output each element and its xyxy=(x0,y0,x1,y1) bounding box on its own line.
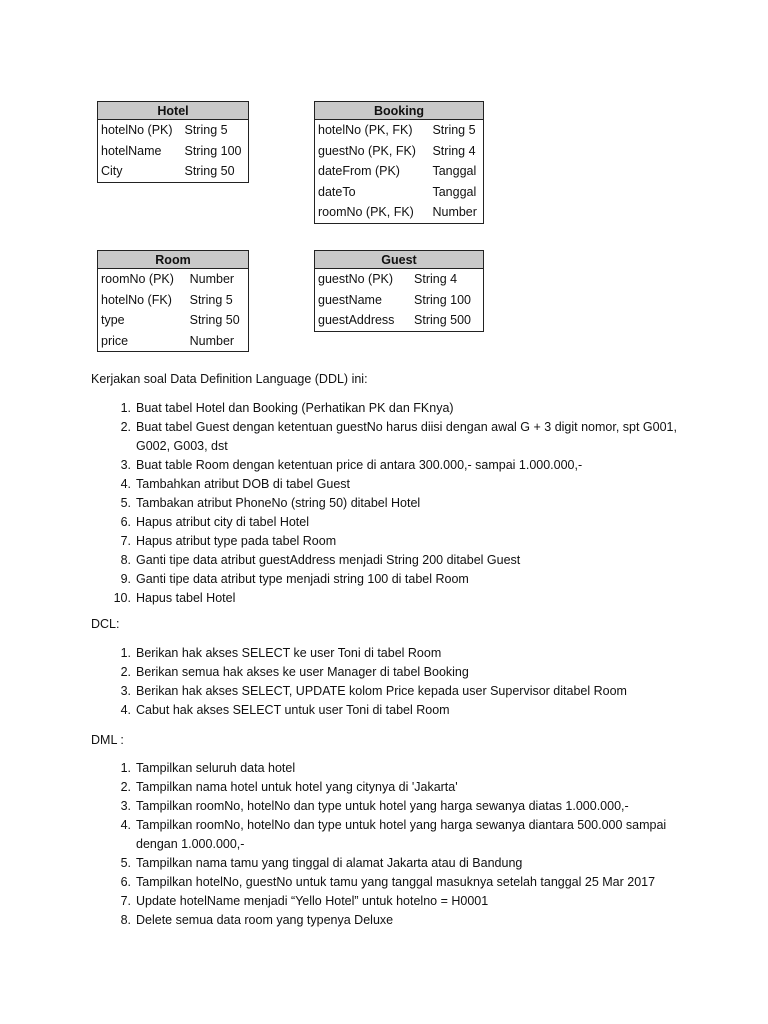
column-type: String 100 xyxy=(181,141,249,162)
list-item xyxy=(111,418,691,456)
column-type: String 50 xyxy=(181,161,249,182)
item-number: 3. xyxy=(120,458,131,472)
column-type: Number xyxy=(186,331,249,352)
table-row xyxy=(98,161,249,182)
column-type: String 500 xyxy=(410,310,483,331)
item-number: 4. xyxy=(120,818,131,832)
item-text: Hapus tabel Hotel xyxy=(136,591,236,605)
table-row xyxy=(315,120,484,141)
list-item xyxy=(111,589,691,608)
list-item xyxy=(111,892,691,911)
item-text: Tampilkan nama tamu yang tinggal di alamat Jakarta atau di Bandung xyxy=(136,856,523,870)
list-item xyxy=(111,532,691,551)
list-item xyxy=(111,797,691,816)
item-number: 6. xyxy=(120,515,131,529)
column-name: dateTo xyxy=(315,182,429,203)
table-title: Hotel xyxy=(98,102,249,120)
column-name: guestAddress xyxy=(315,310,411,331)
item-number: 3. xyxy=(120,684,131,698)
list-item xyxy=(111,570,691,589)
column-name: guestNo (PK, FK) xyxy=(315,141,429,162)
ddl-intro: Kerjakan soal Data Definition Language (DDL) ini: xyxy=(91,372,368,386)
list-item xyxy=(111,551,691,570)
column-name: hotelNo (PK, FK) xyxy=(315,120,429,141)
table-row xyxy=(315,182,484,203)
list-item xyxy=(111,494,691,513)
column-name: hotelNo (FK) xyxy=(98,290,186,311)
table-title: Booking xyxy=(315,102,484,120)
list-item xyxy=(111,816,691,854)
item-text: Hapus atribut city di tabel Hotel xyxy=(136,515,310,529)
list-item xyxy=(111,778,691,797)
column-type: String 4 xyxy=(428,141,483,162)
table-title: Guest xyxy=(315,251,484,269)
item-text: Tampilkan roomNo, hotelNo dan type untuk hotel yang harga sewanya diatas 1.000.000,- xyxy=(136,799,629,813)
dcl-list xyxy=(111,644,691,720)
item-text: Delete semua data room yang typenya Deluxe xyxy=(136,913,394,927)
column-type: String 4 xyxy=(410,269,483,290)
item-text: Hapus atribut type pada tabel Room xyxy=(136,534,337,548)
list-item xyxy=(111,513,691,532)
column-type: Tanggal xyxy=(428,182,483,203)
table-row xyxy=(315,269,484,290)
item-number: 8. xyxy=(120,553,131,567)
room-table xyxy=(97,250,249,352)
column-name: hotelName xyxy=(98,141,181,162)
column-type: Number xyxy=(186,269,249,290)
list-item xyxy=(111,644,691,663)
item-text: Tambahkan atribut DOB di tabel Guest xyxy=(136,477,351,491)
item-number: 4. xyxy=(120,703,131,717)
table-row xyxy=(98,120,249,141)
list-item xyxy=(111,682,691,701)
item-number: 5. xyxy=(120,496,131,510)
table-title: Room xyxy=(98,251,249,269)
item-text: Tambakan atribut PhoneNo (string 50) ditabel Hotel xyxy=(136,496,421,510)
column-type: String 5 xyxy=(181,120,249,141)
item-text: Update hotelName menjadi “Yello Hotel” untuk hotelno = H0001 xyxy=(136,894,489,908)
table-row xyxy=(315,290,484,311)
item-number: 8. xyxy=(120,913,131,927)
column-type: String 100 xyxy=(410,290,483,311)
item-number: 3. xyxy=(120,799,131,813)
column-name: roomNo (PK) xyxy=(98,269,186,290)
guest-table xyxy=(314,250,484,332)
item-number: 7. xyxy=(120,534,131,548)
item-number: 2. xyxy=(120,665,131,679)
item-number: 2. xyxy=(120,420,131,434)
item-number: 10. xyxy=(113,591,131,605)
item-number: 9. xyxy=(120,572,131,586)
column-name: dateFrom (PK) xyxy=(315,161,429,182)
item-text: Tampilkan roomNo, hotelNo dan type untuk hotel yang harga sewanya diantara 500.000 sampai dengan 1.000.000,- xyxy=(136,818,667,851)
item-number: 4. xyxy=(120,477,131,491)
column-name: guestName xyxy=(315,290,411,311)
item-text: Tampilkan seluruh data hotel xyxy=(136,761,296,775)
column-type: Number xyxy=(428,202,483,223)
item-text: Berikan semua hak akses ke user Manager di tabel Booking xyxy=(136,665,469,679)
item-number: 1. xyxy=(120,646,131,660)
item-number: 1. xyxy=(120,761,131,775)
item-number: 6. xyxy=(120,875,131,889)
booking-table xyxy=(314,101,484,224)
item-number: 5. xyxy=(120,856,131,870)
table-row xyxy=(315,161,484,182)
dml-list xyxy=(111,759,691,930)
column-name: City xyxy=(98,161,181,182)
table-row xyxy=(98,331,249,352)
dml-heading: DML : xyxy=(91,733,124,747)
item-number: 2. xyxy=(120,780,131,794)
item-text: Ganti tipe data atribut guestAddress menjadi String 200 ditabel Guest xyxy=(136,553,521,567)
table-row xyxy=(98,310,249,331)
list-item xyxy=(111,854,691,873)
item-text: Buat tabel Guest dengan ketentuan guestNo harus diisi dengan awal G + 3 digit nomor, spt G001, G002, G003, dst xyxy=(136,420,677,453)
column-name: price xyxy=(98,331,186,352)
list-item xyxy=(111,701,691,720)
item-text: Buat table Room dengan ketentuan price di antara 300.000,- sampai 1.000.000,- xyxy=(136,458,583,472)
item-number: 1. xyxy=(120,401,131,415)
list-item xyxy=(111,911,691,930)
list-item xyxy=(111,475,691,494)
column-name: guestNo (PK) xyxy=(315,269,411,290)
column-name: hotelNo (PK) xyxy=(98,120,181,141)
table-row xyxy=(315,141,484,162)
column-type: Tanggal xyxy=(428,161,483,182)
item-text: Ganti tipe data atribut type menjadi string 100 di tabel Room xyxy=(136,572,469,586)
table-row xyxy=(98,269,249,290)
list-item xyxy=(111,399,691,418)
table-row xyxy=(98,290,249,311)
list-item xyxy=(111,663,691,682)
column-type: String 50 xyxy=(186,310,249,331)
item-text: Tampilkan hotelNo, guestNo untuk tamu yang tanggal masuknya setelah tanggal 25 Mar 2017 xyxy=(136,875,656,889)
table-row xyxy=(315,310,484,331)
ddl-list xyxy=(111,399,691,608)
item-text: Buat tabel Hotel dan Booking (Perhatikan PK dan FKnya) xyxy=(136,401,454,415)
list-item xyxy=(111,456,691,475)
column-name: type xyxy=(98,310,186,331)
column-type: String 5 xyxy=(186,290,249,311)
table-row xyxy=(98,141,249,162)
list-item xyxy=(111,873,691,892)
table-row xyxy=(315,202,484,223)
item-text: Tampilkan nama hotel untuk hotel yang citynya di 'Jakarta' xyxy=(136,780,458,794)
dcl-heading: DCL: xyxy=(91,617,120,631)
hotel-table xyxy=(97,101,249,183)
item-text: Berikan hak akses SELECT ke user Toni di tabel Room xyxy=(136,646,442,660)
item-number: 7. xyxy=(120,894,131,908)
column-name: roomNo (PK, FK) xyxy=(315,202,429,223)
item-text: Cabut hak akses SELECT untuk user Toni di tabel Room xyxy=(136,703,450,717)
item-text: Berikan hak akses SELECT, UPDATE kolom Price kepada user Supervisor ditabel Room xyxy=(136,684,627,698)
list-item xyxy=(111,759,691,778)
column-type: String 5 xyxy=(428,120,483,141)
